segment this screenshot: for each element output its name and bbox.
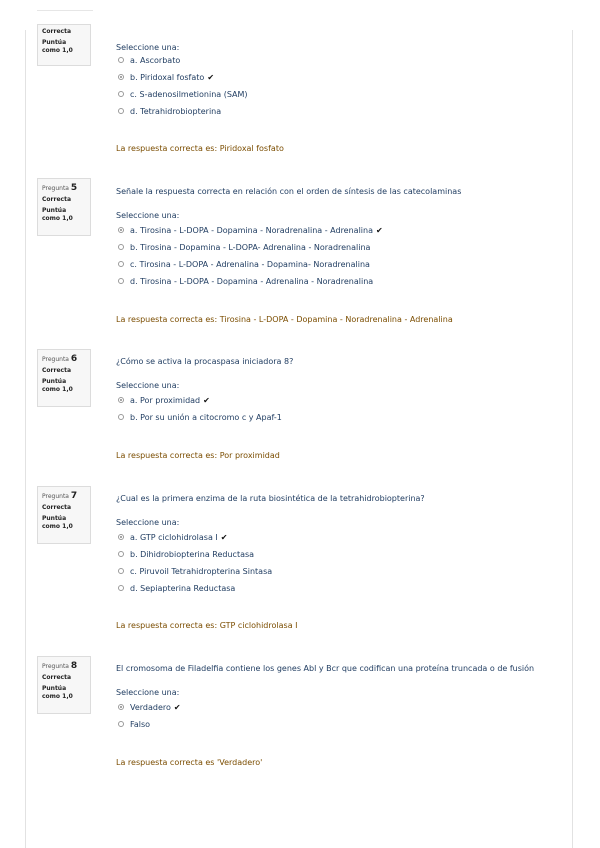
radio-icon[interactable] xyxy=(118,551,124,557)
check-icon: ✔ xyxy=(207,72,215,82)
answer-option-label: b. Dihidrobiopterina Reductasa xyxy=(130,549,255,559)
question-grade: Puntúa como 1,0 xyxy=(42,685,73,701)
answer-option-label: c. S-adenosilmetionina (SAM) xyxy=(130,89,248,99)
radio-icon[interactable] xyxy=(118,721,124,727)
answer-option-label: d. Tirosina - L-DOPA - Dopamina - Adrenalina - Noradrenalina xyxy=(130,276,374,286)
question-text: El cromosoma de Filadelfia contiene los genes Abl y Bcr que codifican una proteína truncada o de fusión xyxy=(116,664,535,673)
question-number-label: Pregunta xyxy=(42,185,71,192)
answer-option[interactable] xyxy=(118,88,248,100)
question-state: Correcta xyxy=(42,504,71,512)
correct-answer-feedback: La respuesta correcta es 'Verdadero' xyxy=(116,758,263,767)
radio-icon[interactable] xyxy=(118,414,124,420)
answer-option-label: a. Por proximidad xyxy=(130,395,201,405)
answer-option-label: a. Tirosina - L-DOPA - Dopamina - Noradrenalina - Adrenalina xyxy=(130,225,373,235)
answer-option-label: c. Tirosina - L-DOPA - Adrenalina - Dopamina- Noradrenalina xyxy=(130,259,370,269)
question-grade: Puntúa como 1,0 xyxy=(42,378,73,394)
answer-option[interactable] xyxy=(118,54,180,66)
radio-icon[interactable] xyxy=(118,585,124,591)
answer-prompt: Seleccione una: xyxy=(116,518,180,527)
answer-option[interactable] xyxy=(118,258,370,270)
answer-option-label: b. Por su unión a citocromo c y Apaf-1 xyxy=(130,412,282,422)
top-divider xyxy=(37,10,93,11)
check-icon: ✔ xyxy=(203,395,210,405)
answer-option[interactable] xyxy=(118,548,254,560)
answer-option[interactable] xyxy=(118,224,383,236)
answer-option-label: Falso xyxy=(130,719,151,729)
radio-icon[interactable] xyxy=(118,57,124,63)
question-state: Correcta xyxy=(42,196,71,204)
question-number-label: Pregunta xyxy=(42,663,71,670)
answer-option[interactable] xyxy=(118,394,210,406)
answer-option-label: d. Sepiapterina Reductasa xyxy=(130,583,236,593)
correct-answer-feedback: La respuesta correcta es: Por proximidad xyxy=(116,451,280,460)
radio-selected-icon[interactable] xyxy=(118,704,124,710)
correct-answer-feedback: La respuesta correcta es: GTP ciclohidrolasa I xyxy=(116,621,298,630)
question-number xyxy=(42,660,86,672)
question-grade: Puntúa como 1,0 xyxy=(42,39,73,55)
question-number-label: Pregunta xyxy=(42,356,71,363)
radio-icon[interactable] xyxy=(118,278,124,284)
answer-option-label: b. Piridoxal fosfato xyxy=(130,72,205,82)
answer-option[interactable] xyxy=(118,241,370,253)
question-info xyxy=(37,486,91,544)
radio-selected-icon[interactable] xyxy=(118,534,124,540)
radio-icon[interactable] xyxy=(118,261,124,267)
question-number-value: 7 xyxy=(70,491,78,501)
answer-option[interactable] xyxy=(118,275,373,287)
check-icon: ✔ xyxy=(220,532,228,542)
answer-option-label: Verdadero xyxy=(130,702,171,712)
answer-prompt: Seleccione una: xyxy=(116,381,180,390)
answer-prompt: Seleccione una: xyxy=(116,688,180,697)
question-text: Señale la respuesta correcta en relación con el orden de síntesis de las catecolaminas xyxy=(116,187,462,196)
answer-option-label: a. GTP ciclohidrolasa I xyxy=(130,532,218,542)
radio-selected-icon[interactable] xyxy=(118,397,124,403)
answer-option-label: a. Ascorbato xyxy=(130,55,181,65)
check-icon: ✔ xyxy=(173,702,181,712)
question-number xyxy=(42,490,86,502)
page-frame-right xyxy=(572,30,573,848)
radio-icon[interactable] xyxy=(118,244,124,250)
answer-option-label: c. Piruvoil Tetrahidropterina Sintasa xyxy=(130,566,273,576)
question-number-label: Pregunta xyxy=(42,493,71,500)
question-state: Correcta xyxy=(42,28,71,35)
answer-option[interactable] xyxy=(118,701,181,713)
question-info xyxy=(37,349,91,407)
question-number-value: 5 xyxy=(70,183,78,193)
question-number-value: 8 xyxy=(70,661,78,671)
question-number-value: 6 xyxy=(70,354,78,364)
question-info xyxy=(37,24,91,66)
answer-option[interactable] xyxy=(118,411,282,423)
radio-icon[interactable] xyxy=(118,91,124,97)
answer-option[interactable] xyxy=(118,582,235,594)
question-grade: Puntúa como 1,0 xyxy=(42,207,73,223)
question-state: Correcta xyxy=(42,367,71,375)
answer-option[interactable] xyxy=(118,71,214,83)
answer-option[interactable] xyxy=(118,718,150,730)
answer-option[interactable] xyxy=(118,565,272,577)
radio-icon[interactable] xyxy=(118,568,124,574)
question-info xyxy=(37,656,91,714)
question-state: Correcta xyxy=(42,674,71,682)
correct-answer-feedback: La respuesta correcta es: Piridoxal fosfato xyxy=(116,144,284,153)
question-info xyxy=(37,178,91,236)
radio-icon[interactable] xyxy=(118,108,124,114)
answer-option-label: d. Tetrahidrobiopterina xyxy=(130,106,222,116)
answer-option[interactable] xyxy=(118,531,227,543)
radio-selected-icon[interactable] xyxy=(118,227,124,233)
answer-option-label: b. Tirosina - Dopamina - L-DOPA- Adrenalina - Noradrenalina xyxy=(130,242,371,252)
answer-option[interactable] xyxy=(118,105,221,117)
page-frame-left xyxy=(25,30,26,848)
question-text: ¿Cómo se activa la procaspasa iniciadora 8? xyxy=(116,357,294,366)
question-text: ¿Cual es la primera enzima de la ruta biosintética de la tetrahidrobiopterina? xyxy=(116,494,425,503)
radio-selected-icon[interactable] xyxy=(118,74,124,80)
question-grade: Puntúa como 1,0 xyxy=(42,515,73,531)
question-number xyxy=(42,353,86,365)
correct-answer-feedback: La respuesta correcta es: Tirosina - L-DOPA - Dopamina - Noradrenalina - Adrenalina xyxy=(116,315,453,324)
answer-prompt: Seleccione una: xyxy=(116,211,180,220)
question-number xyxy=(42,182,86,194)
check-icon: ✔ xyxy=(376,225,383,235)
answer-prompt: Seleccione una: xyxy=(116,43,180,52)
